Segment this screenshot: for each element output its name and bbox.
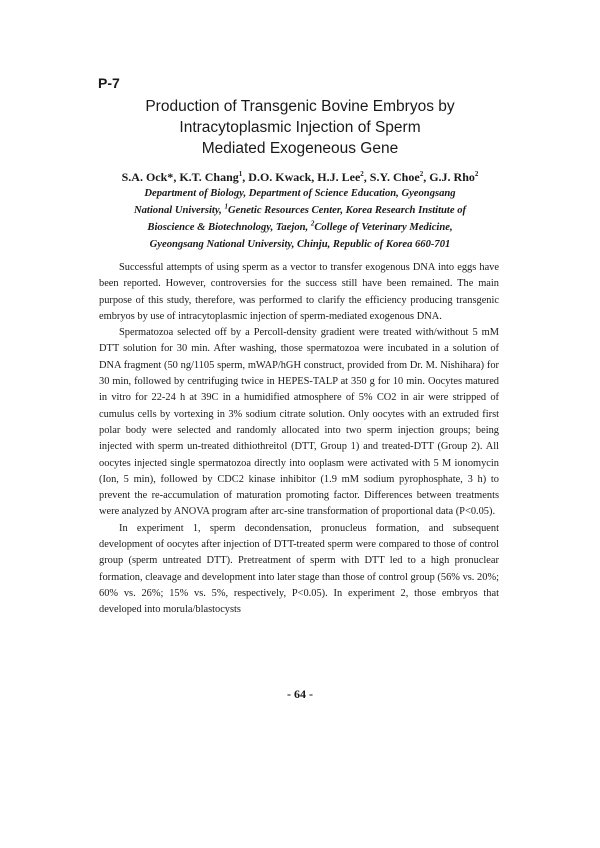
author: H.J. Lee$^2$ bbox=[317, 170, 364, 184]
affiliations bbox=[100, 185, 500, 253]
title-line: Intracytoplasmic Injection of Sperm bbox=[179, 119, 421, 136]
author-list: S.A. Ock*, K.T. Chang$^1$, D.O. Kwack, H.J. Lee$^2$, S.Y. Choe$^2$, G.J. Rho$^2$ bbox=[121, 170, 479, 184]
author: K.T. Chang$^1$ bbox=[179, 170, 243, 184]
author: G.J. Rho$^2$ bbox=[429, 170, 479, 184]
poster-id: P-7 bbox=[98, 75, 120, 91]
author: D.O. Kwack bbox=[248, 170, 312, 184]
paragraph: Spermatozoa selected off by a Percoll-density gradient were treated with/without 5 mM DTT solution for 30 min. After washing, those spermatozoa were incubated in a solution of DNA fragment (50 ng/1105 sperm, mWAP/hGH construct, provided from Dr. M. Nishihara) for 30 min, followed by centrifuging twice in HEPES-TALP at 350 g for 10 min. Oocytes matured in vitro for 22-24 h at 39C in a humidified atmosphere of 5% CO2 in air were stripped of cumulus cells by vortexing in 3% sodium citrate solution. Only oocytes with an extruded first polar body were selected and randomly allocated into two sperm injection groups; being injected with sperm un-treated dithiothreitol (DTT, Group 1) and treated-DTT (Group 2). All oocytes injected single spermatozoa directly into ooplasm were activated with 5 M ionomycin (Ion, 5 min), followed by CDC2 kinase inhibitor (1.9 mM sodium pyrophosphate, 3 h) to prevent the re-accumulation of maturation promoting factor. Differences between treatments were analyzed by ANOVA program after arc-sine transformation of proportional data (P<0.05). bbox=[99, 327, 499, 518]
title-line: Mediated Exogeneous Gene bbox=[201, 140, 399, 157]
paragraph: Successful attempts of using sperm as a vector to transfer exogenous DNA into eggs have been reported. However, controversies for the success still have been remained. The main purpose of this study, therefore, was performed to clarify the efficiency producing transgenic embryos by use of intracytoplasmic injection of sperm-mediated exogenous DNA. bbox=[99, 262, 499, 322]
page-number: - 64 - bbox=[287, 687, 313, 701]
author: S.A. Ock* bbox=[121, 170, 174, 184]
affiliation-line: Department of Biology, Department of Science Education, Gyeongsang bbox=[144, 188, 456, 199]
author: S.Y. Choe$^2$ bbox=[369, 170, 424, 184]
affiliation-line: Gyeongsang National University, Chinju, Republic of Korea 660-701 bbox=[149, 239, 451, 250]
paper-title bbox=[100, 96, 500, 159]
affiliation-line: Bioscience & Biotechnology, Taejon, $^2$College of Veterinary Medicine, bbox=[147, 219, 453, 233]
affiliation-line: National University, $^1$Genetic Resources Center, Korea Research Institute of bbox=[133, 202, 467, 216]
title-line: Production of Transgenic Bovine Embryos by bbox=[145, 98, 455, 115]
abstract-body bbox=[99, 260, 499, 619]
paragraph: In experiment 1, sperm decondensation, pronucleus formation, and subsequent development of oocytes after injection of DTT-treated sperm were compared to those of control group (sperm untreated DTT). Pretreatment of sperm with DTT led to a high pronuclear formation, cleavage and development into later stage than those of control group (56% vs. 20%; 60% vs. 26%; 15% vs. 5%, respectively, P<0.05). In experiment 2, those embryos that developed into morula/blastocysts bbox=[99, 522, 499, 616]
